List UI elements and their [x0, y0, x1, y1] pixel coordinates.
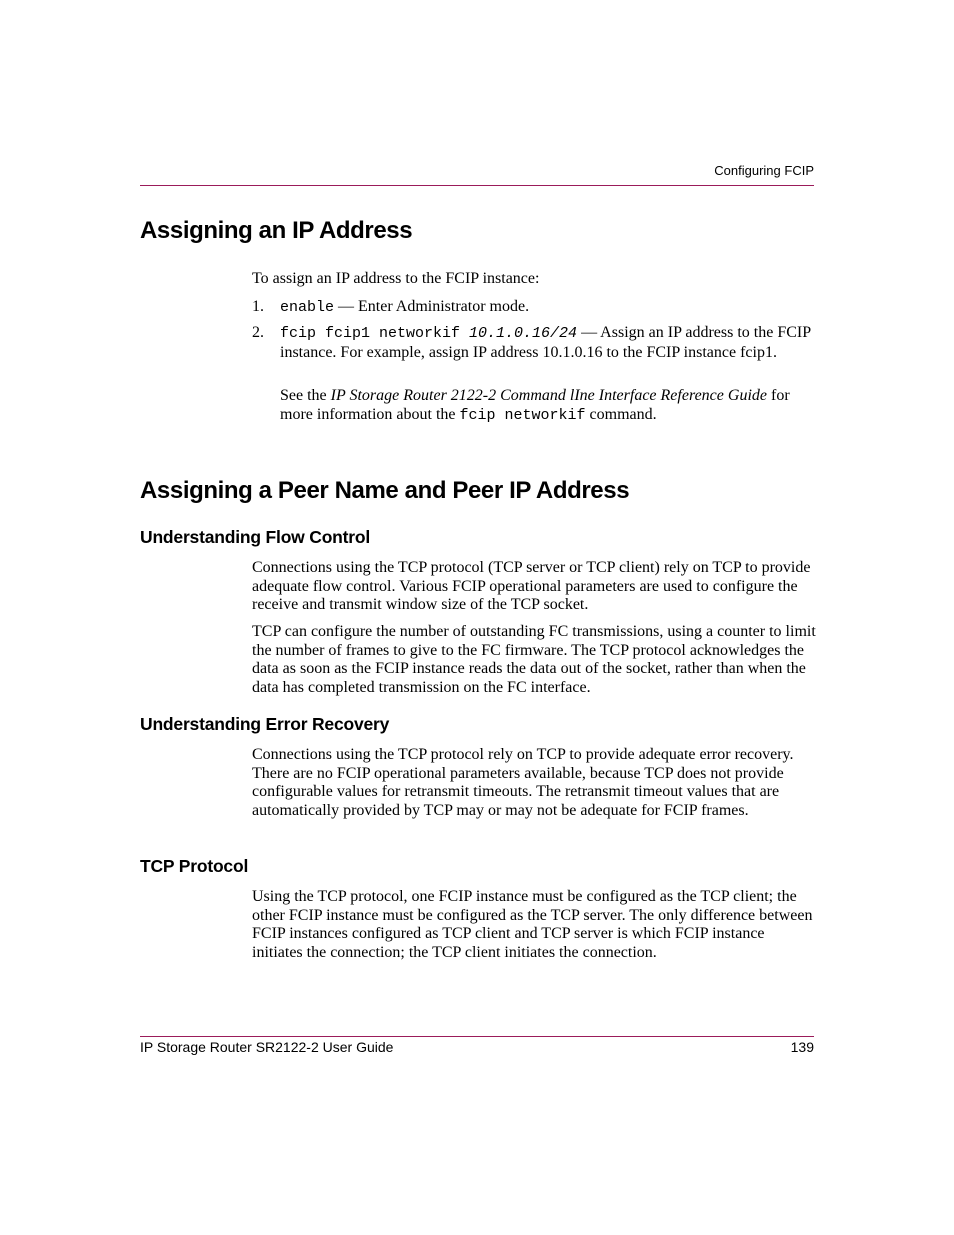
command-code: fcip fcip1 networkif	[280, 325, 470, 342]
command-code: fcip networkif	[459, 406, 586, 424]
running-head: Configuring FCIP	[714, 163, 814, 178]
step-number: 2.	[252, 324, 264, 341]
body-paragraph: Connections using the TCP protocol rely on TCP to provide adequate error recovery. There are no FCIP operational parameters available, because TCP does not provide configurable values for retransmit timeouts. The retransmit timeout values that are automatically provided by TCP may or may not be adequate for FCIP frames.	[252, 746, 794, 820]
step-1	[280, 298, 820, 318]
page-number: 139	[790, 1039, 814, 1055]
section-title-ip-address: Assigning an IP Address	[140, 217, 413, 244]
step-text: — Enter Administrator mode.	[334, 298, 530, 315]
intro-paragraph: To assign an IP address to the FCIP instance:	[252, 270, 540, 287]
section-title-peer-name: Assigning a Peer Name and Peer IP Address	[140, 477, 630, 504]
reference-guide-title: IP Storage Router 2122-2 Command lIne Interface Reference Guide	[330, 387, 767, 404]
step-number: 1.	[252, 298, 264, 315]
subsection-title-flow-control: Understanding Flow Control	[140, 527, 371, 547]
body-paragraph: Using the TCP protocol, one FCIP instance must be configured as the TCP client; the other FCIP instance must be configured as the TCP server. The only difference between FCIP instances configured as TCP client and TCP server is which FCIP instance initiates the connection; the TCP client initiates the connection.	[252, 888, 813, 962]
body-paragraph: Connections using the TCP protocol (TCP server or TCP client) rely on TCP to provide adequate flow control. Various FCIP operational parameters are used to configure the receive and transmit window size of the TCP socket.	[252, 559, 811, 614]
step-2	[280, 324, 820, 362]
subsection-title-error-recovery: Understanding Error Recovery	[140, 714, 390, 734]
subsection-title-tcp-protocol: TCP Protocol	[140, 856, 249, 876]
header-rule	[140, 185, 814, 186]
body-paragraph: TCP can configure the number of outstanding FC transmissions, using a counter to limit the number of frames to give to the FC firmware. The TCP protocol acknowledges the data as soon as the FCIP instance reads the data out of the socket, rather than when the data has completed transmission on the FC interface.	[252, 623, 816, 697]
command-code: enable	[280, 299, 335, 316]
reference-note: See the IP Storage Router 2122-2 Command lIne Interface Reference Guide for more information about the fcip networkif command.	[280, 387, 790, 424]
footer-rule	[140, 1036, 814, 1037]
step-text: — Assign an IP address to the FCIP instance. For example, assign IP address 10.1.0.16 to the FCIP instance fcip1.	[280, 324, 811, 361]
command-argument: 10.1.0.16/24	[469, 325, 578, 342]
footer-guide-title: IP Storage Router SR2122-2 User Guide	[140, 1039, 394, 1055]
